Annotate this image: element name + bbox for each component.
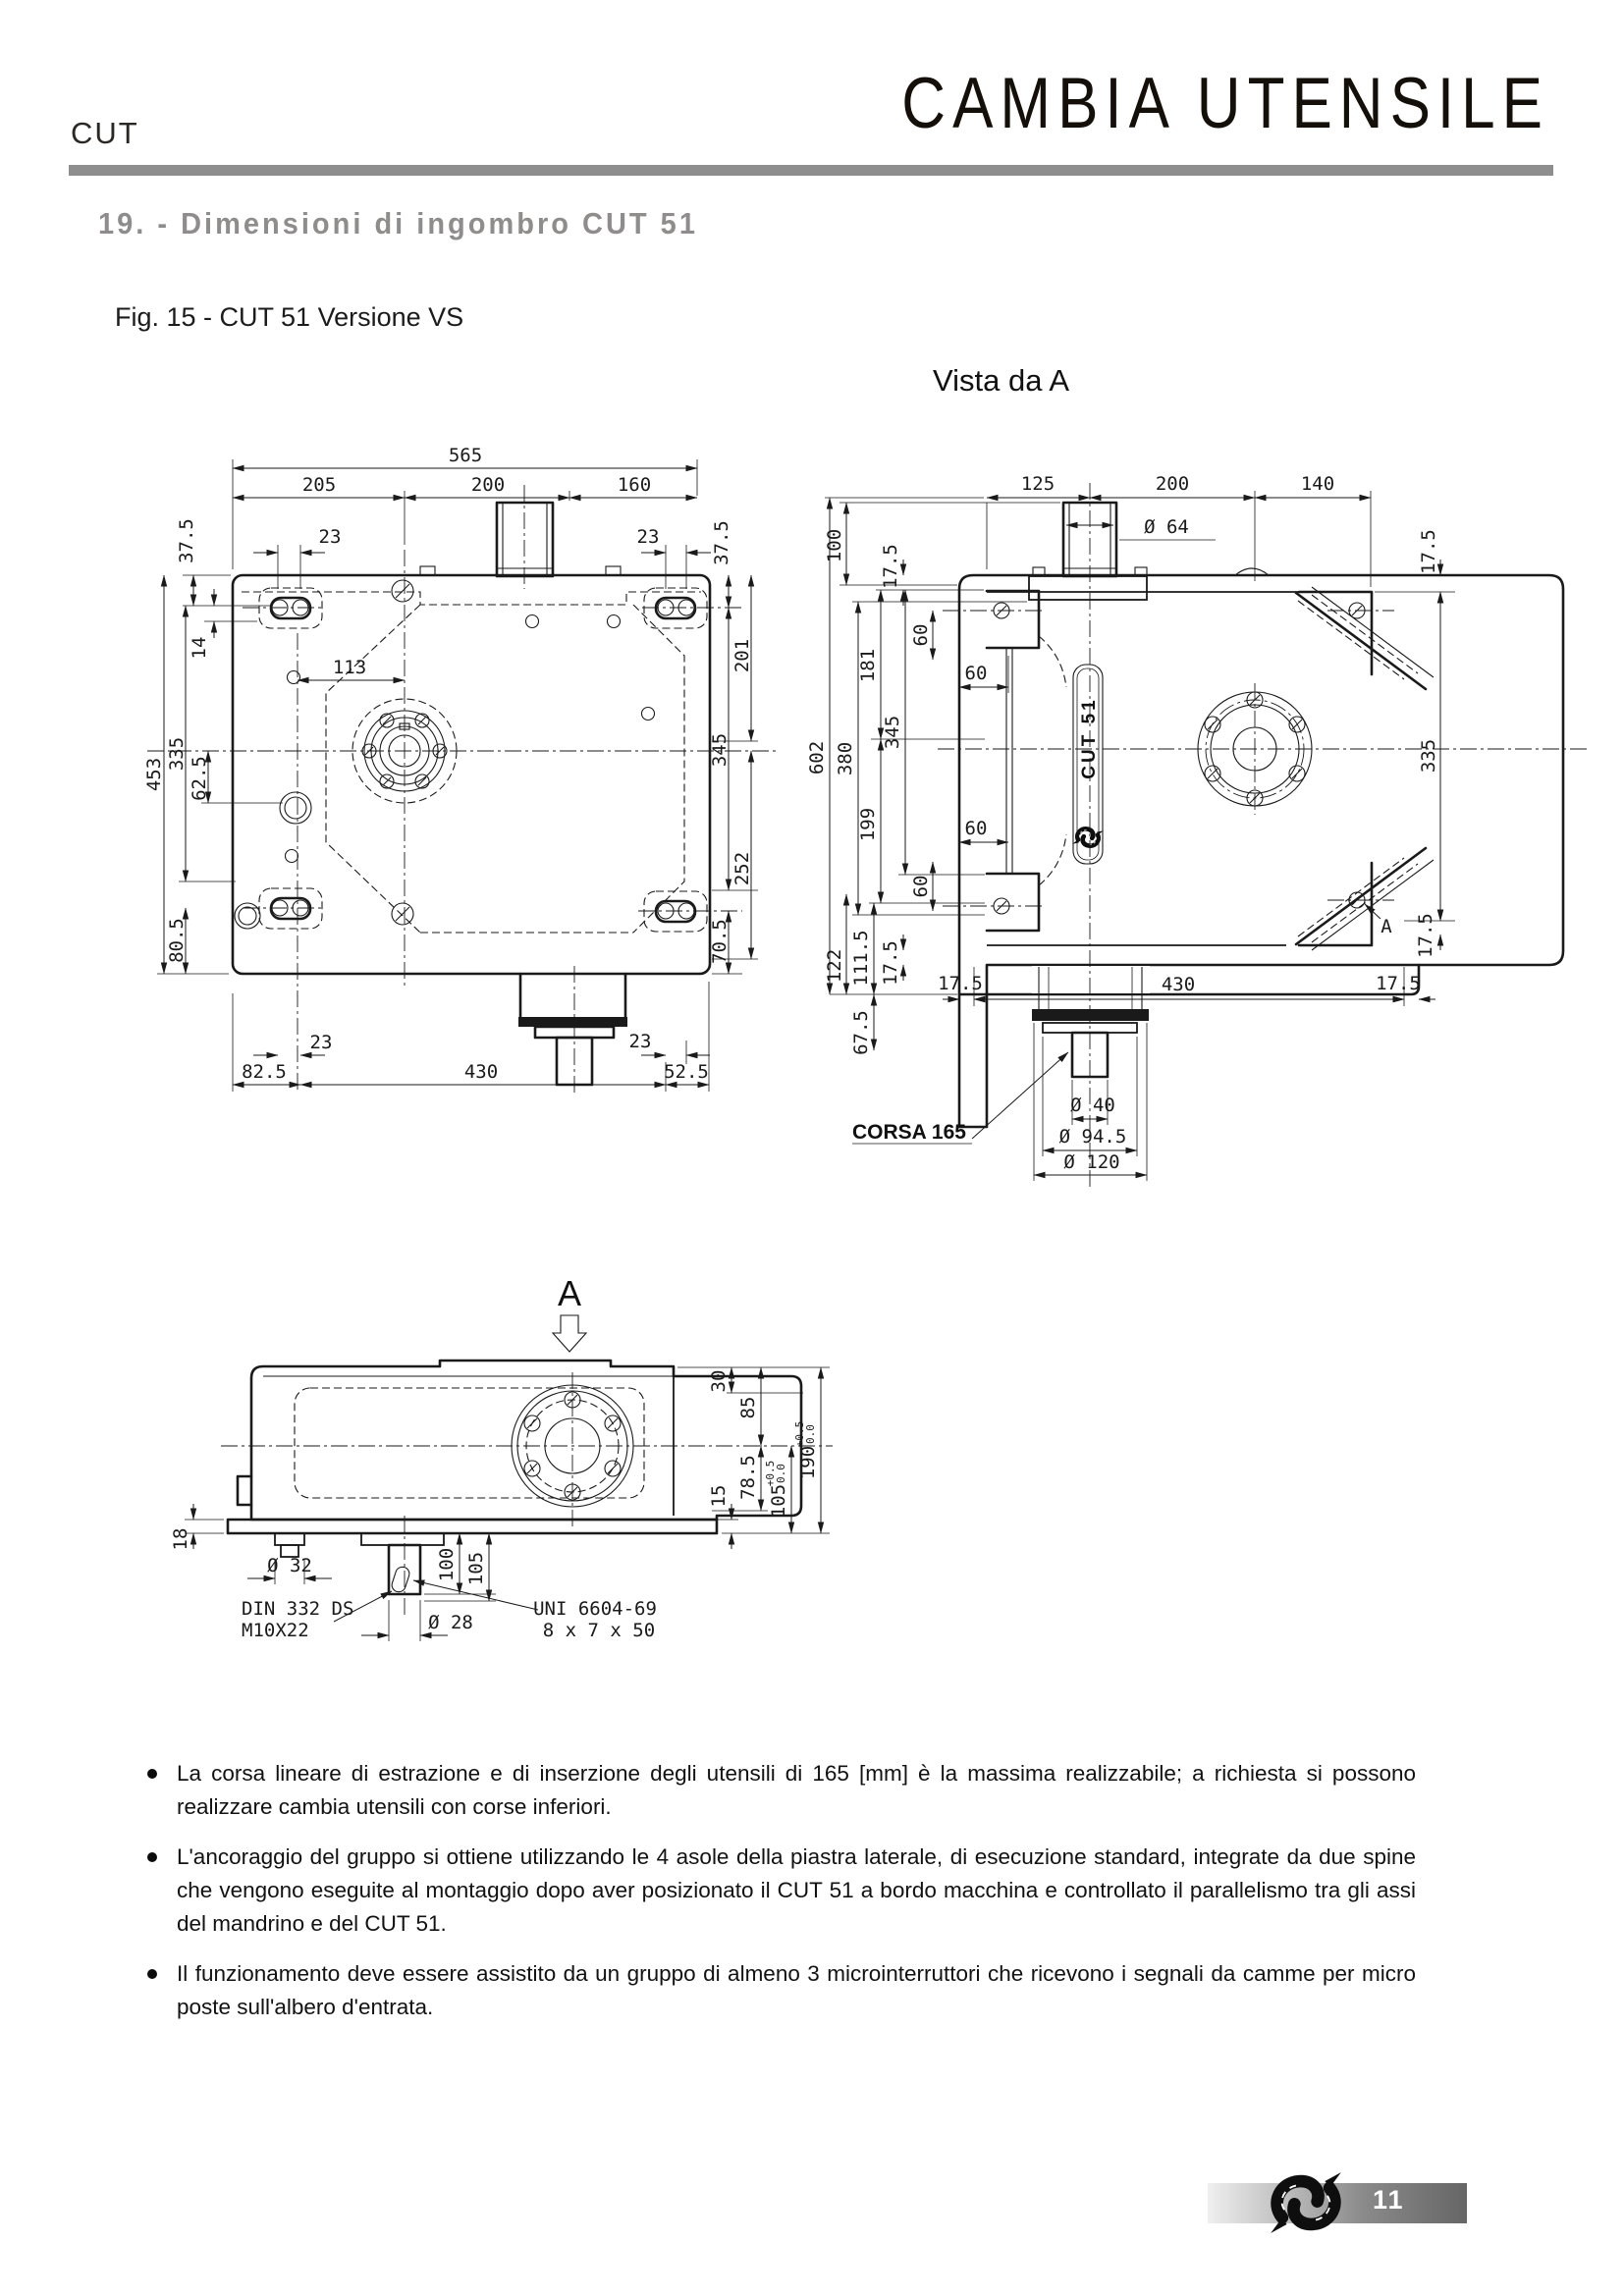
corsa-note: CORSA 165	[852, 1121, 966, 1144]
note-item	[147, 1841, 1416, 1941]
dim-label: 52.5	[664, 1061, 709, 1083]
plan-view-outline	[228, 1273, 801, 1594]
dim-label: 453	[143, 757, 165, 792]
bullet-icon	[147, 1957, 177, 2024]
dim-label: 37.5	[711, 520, 732, 565]
dim-label: 430	[1161, 974, 1196, 995]
dim-label: 85	[737, 1396, 759, 1419]
dim-label: 60	[910, 623, 932, 647]
dim-label: 17.5	[1415, 913, 1436, 958]
dim-label: Ø 120	[1063, 1151, 1120, 1173]
note-item	[147, 1757, 1416, 1824]
din-note: DIN 332 DS	[242, 1598, 354, 1620]
dim-label: 80.5	[166, 918, 188, 963]
dim-label: 82.5	[242, 1061, 287, 1083]
dim-label: 18	[170, 1527, 191, 1551]
view-direction-label: A	[557, 1273, 582, 1313]
dim-label: 113	[332, 657, 367, 678]
dim-label: 200	[470, 474, 506, 496]
dim-label: 37.5	[176, 518, 197, 563]
dim-label: 201	[731, 638, 753, 673]
dim-label: 60	[964, 818, 988, 839]
dim-label: 17.5	[1376, 973, 1421, 994]
note-text: La corsa lineare di estrazione e di inserzione degli utensili di 165 [mm] è la massima realizzabile; a richiesta si possono realizzare cambia utensili con corse inferiori.	[177, 1761, 1416, 1819]
note-text: Il funzionamento deve essere assistito da un gruppo di almeno 3 microinterruttori che ricevono i segnali da camme per micro poste sull'albero d'entrata.	[177, 1961, 1416, 2019]
dim-label: 380	[835, 741, 856, 776]
front-view-labels	[143, 445, 753, 1083]
dim-label: 205	[301, 474, 337, 496]
dim-label: 60	[964, 663, 988, 684]
dim-label: 17.5	[880, 544, 901, 589]
dim-label: 181	[857, 648, 879, 683]
uni-note: 8 x 7 x 50	[542, 1620, 656, 1641]
tolerance-label: +0.5	[793, 1420, 806, 1448]
plan-view-labels	[170, 1370, 819, 1641]
dim-label: 17.5	[880, 940, 901, 986]
badge-label: CUT 51	[1079, 697, 1100, 779]
dim-label: 105	[768, 1483, 789, 1519]
dim-label: Ø 32	[267, 1555, 312, 1576]
plan-view	[170, 1273, 833, 1641]
side-view-dimensions	[825, 491, 1455, 1181]
dim-label: 17.5	[938, 973, 983, 994]
dim-label: 70.5	[709, 919, 731, 964]
dim-label: 78.5	[737, 1455, 759, 1500]
dim-label: 335	[1418, 738, 1439, 774]
company-logo	[1245, 2156, 1367, 2250]
dim-label: 23	[636, 526, 660, 548]
dim-label: 100	[436, 1547, 458, 1582]
dim-label: 140	[1300, 473, 1335, 495]
dim-label: 23	[318, 526, 342, 548]
side-view-centerlines	[938, 483, 1591, 1190]
side-view-labels	[806, 473, 1439, 1173]
page-number: 11	[1373, 2185, 1405, 2215]
bullet-icon	[147, 1757, 177, 1824]
dim-label: 30	[708, 1369, 730, 1393]
dim-label: 125	[1020, 473, 1056, 495]
doc-title: CAMBIA UTENSILE	[901, 64, 1549, 144]
din-note: M10X22	[242, 1620, 309, 1641]
dim-label: 345	[709, 732, 731, 768]
dim-label: 17.5	[1418, 529, 1439, 574]
dim-label: 111.5	[850, 930, 872, 987]
dim-label: 430	[463, 1061, 499, 1083]
dim-label: 199	[857, 807, 879, 842]
side-view	[806, 473, 1591, 1190]
note-item	[147, 1957, 1416, 2024]
dim-label: 565	[448, 445, 483, 466]
dim-label: 190	[797, 1445, 819, 1480]
dim-label: 60	[910, 875, 932, 898]
dim-label: 15	[708, 1484, 730, 1508]
dim-label: 14	[189, 636, 210, 660]
view-title: Vista da A	[933, 363, 1070, 398]
dim-label: 23	[309, 1032, 333, 1053]
side-view-features	[994, 603, 1365, 1077]
front-view-outline	[233, 503, 710, 1085]
dim-label: Ø 94.5	[1058, 1126, 1127, 1148]
dim-label: 252	[731, 851, 753, 886]
notes-list	[147, 1757, 1416, 2041]
section-title: 19. - Dimensioni di ingombro CUT 51	[98, 208, 698, 241]
dim-label: Ø 28	[428, 1612, 473, 1633]
dim-label: Ø 64	[1144, 516, 1189, 538]
view-direction-arrow-icon	[553, 1315, 586, 1352]
bullet-icon	[147, 1841, 177, 1941]
dim-label: 602	[806, 740, 828, 775]
view-ref-label: A	[1380, 916, 1392, 937]
tolerance-label: 0.0	[804, 1424, 817, 1444]
dim-label: 345	[882, 715, 903, 750]
dim-label: 100	[824, 528, 845, 563]
dim-label: 200	[1155, 473, 1190, 495]
dim-label: 160	[617, 474, 652, 496]
tolerance-label: 0.0	[775, 1464, 787, 1483]
front-view-features	[235, 580, 707, 933]
dim-label: 23	[628, 1031, 652, 1052]
dim-label: 67.5	[850, 1010, 872, 1055]
doc-code: CUT	[71, 116, 139, 150]
dim-label: Ø 40	[1070, 1095, 1115, 1116]
uni-note: UNI 6604-69	[533, 1598, 657, 1620]
dim-label: 105	[465, 1551, 487, 1586]
tolerance-label: +0.5	[764, 1460, 777, 1487]
figure-caption: Fig. 15 - CUT 51 Versione VS	[115, 302, 464, 332]
dim-label: 122	[824, 948, 845, 984]
dim-label: 62.5	[189, 756, 210, 801]
note-text: L'ancoraggio del gruppo si ottiene utilizzando le 4 asole della piastra laterale, di esecuzione standard, integrate da due spine che vengono eseguite al montaggio dopo aver posizionato il CUT 51 a bordo macchina e controllato il parallelismo tra gli assi del mandrino e del CUT 51.	[177, 1844, 1416, 1936]
dim-label: 335	[166, 736, 188, 772]
front-view-dimensions	[157, 459, 758, 1092]
front-view	[143, 445, 776, 1095]
